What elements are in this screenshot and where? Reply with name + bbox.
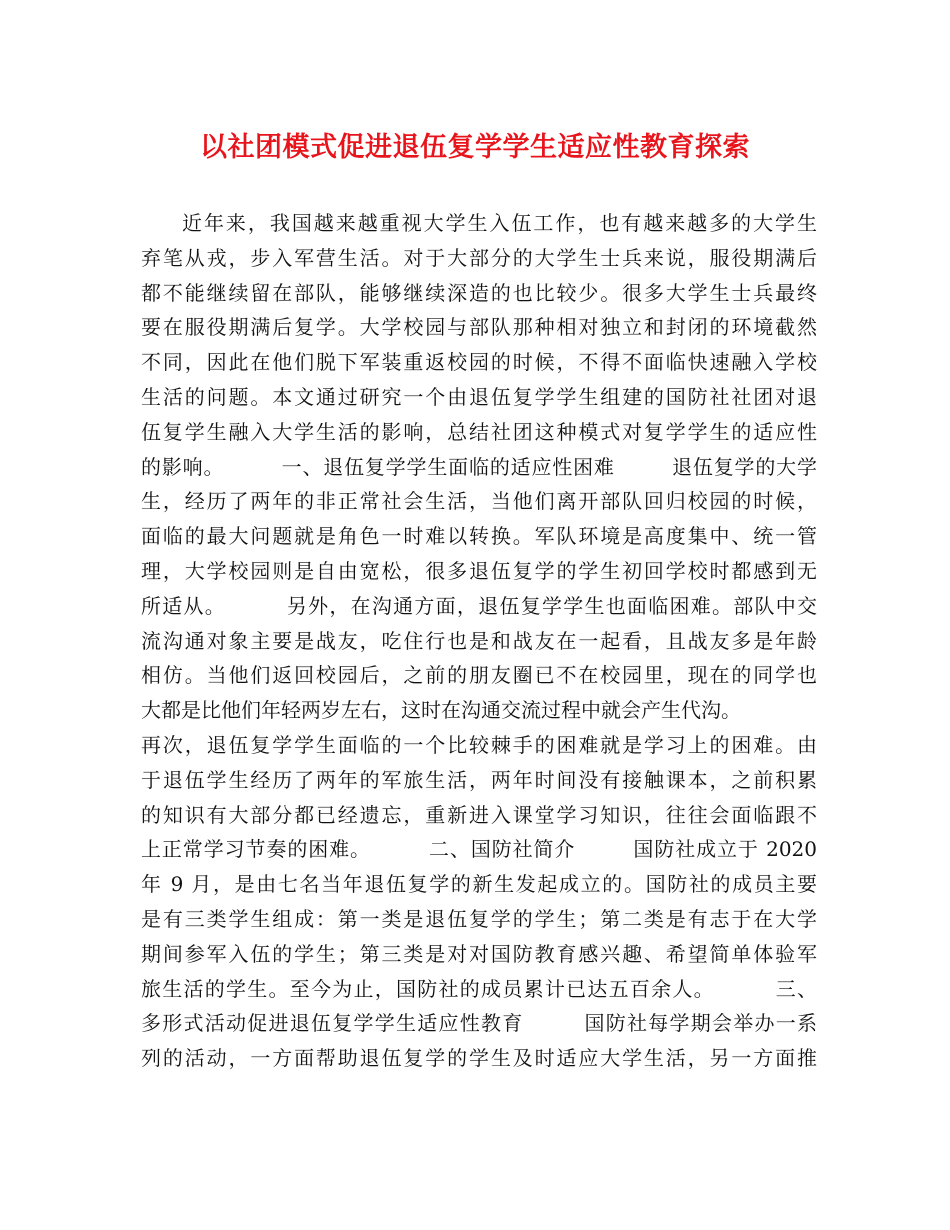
text-line: 列的活动，一方面帮助退伍复学的学生及时适应大学生活，另一方面推 (141, 1046, 817, 1071)
text-line: 旅生活的学生。至今为止，国防社的成员累计已达五百余人。 三、 (141, 976, 817, 1001)
text-line: 再次，退伍复学学生面临的一个比较棘手的困难就是学习上的困难。由 (141, 732, 817, 757)
text-line: 近年来，我国越来越重视大学生入伍工作，也有越来越多的大学生 (182, 211, 817, 235)
document-title: 以社团模式促进退伍复学学生适应性教育探索 (200, 132, 750, 163)
text-line: 于退伍学生经历了两年的军旅生活，两年时间没有接触课本，之前积累 (141, 767, 817, 792)
text-line: 所适从。 另外，在沟通方面，退伍复学学生也面临困难。部队中交 (141, 593, 817, 618)
text-line: 大都是比他们年轻两岁左右，这时在沟通交流过程中就会产生代沟。 (141, 698, 741, 723)
text-line: 生，经历了两年的非正常社会生活，当他们离开部队回归校园的时候， (141, 489, 817, 514)
text-line: 伍复学生融入大学生活的影响，总结社团这种模式对复学学生的适应性 (141, 419, 817, 444)
text-line: 的影响。 一、退伍复学学生面临的适应性困难 退伍复学的大学 (141, 454, 817, 479)
text-line: 理，大学校园则是自由宽松，很多退伍复学的学生初回学校时都感到无 (141, 558, 817, 583)
text-line: 生活的问题。本文通过研究一个由退伍复学学生组建的国防社社团对退 (141, 384, 817, 409)
text-line: 面临的最大问题就是角色一时难以转换。军队环境是高度集中、统一管 (141, 524, 817, 549)
text-line: 流沟通对象主要是战友，吃住行也是和战友在一起看，且战友多是年龄 (141, 628, 817, 653)
text-line: 上正常学习节奏的困难。 二、国防社简介 国防社成立于 2020 (141, 837, 817, 862)
text-line: 不同，因此在他们脱下军装重返校园的时候，不得不面临快速融入学校 (141, 350, 817, 375)
text-line: 要在服役期满后复学。大学校园与部队那种相对独立和封闭的环境截然 (141, 315, 817, 340)
text-line: 期间参军入伍的学生；第三类是对对国防教育感兴趣、希望简单体验军 (141, 941, 817, 966)
text-line: 都不能继续留在部队，能够继续深造的也比较少。很多大学生士兵最终 (141, 280, 817, 305)
text-line: 多形式活动促进退伍复学学生适应性教育 国防社每学期会举办一系 (141, 1011, 817, 1036)
text-line: 的知识有大部分都已经遗忘，重新进入课堂学习知识，往往会面临跟不 (141, 802, 817, 827)
text-line: 相仿。当他们返回校园后，之前的朋友圈已不在校园里，现在的同学也 (141, 663, 817, 688)
text-line: 弃笔从戎，步入军营生活。对于大部分的大学生士兵来说，服役期满后 (141, 245, 817, 270)
body-paragraph (141, 206, 817, 1076)
text-line: 年 9 月，是由七名当年退伍复学的新生发起成立的。国防社的成员主要 (141, 872, 817, 897)
text-line: 是有三类学生组成：第一类是退伍复学的学生；第二类是有志于在大学 (141, 906, 817, 931)
